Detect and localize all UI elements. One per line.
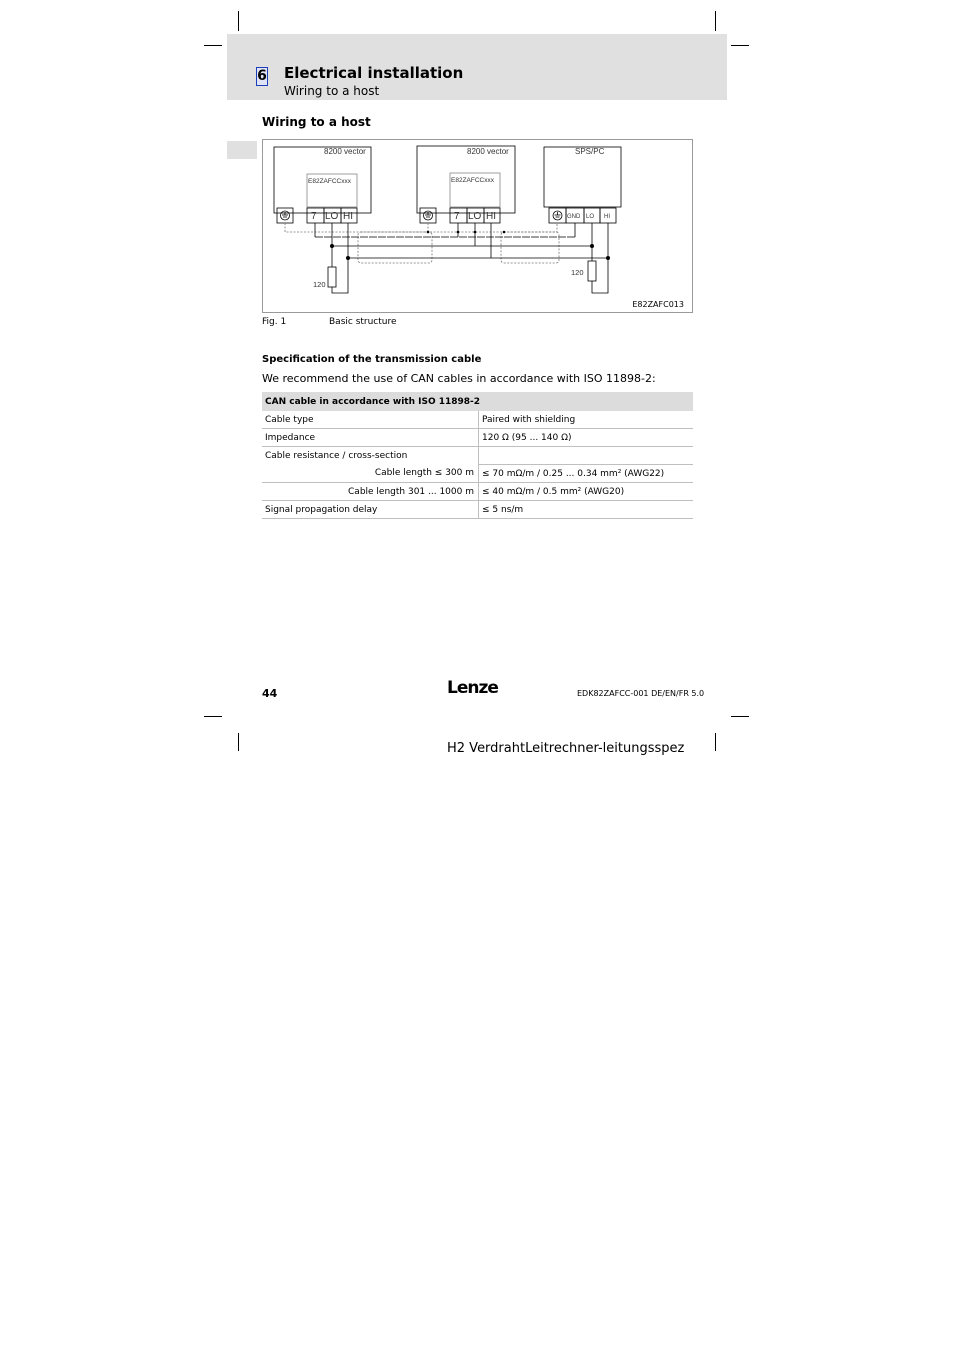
- crop-mark: [715, 733, 716, 751]
- row-label: Cable length 301 ... 1000 m: [262, 483, 479, 501]
- left-resistor-value: 120: [313, 280, 326, 289]
- device1-terminal-lo-label: LO: [325, 211, 339, 222]
- section-title: Wiring to a host: [262, 115, 371, 129]
- right-resistor-value: 120: [571, 268, 584, 277]
- device1-label: 8200 vector: [324, 147, 366, 156]
- host-terminal-gnd-label: GND: [567, 214, 581, 220]
- device1-ground-terminal: [277, 208, 293, 223]
- right-terminator-resistor: [588, 261, 596, 281]
- row-value: [479, 447, 694, 465]
- left-terminator-resistor: [328, 267, 336, 287]
- chapter-subtitle: Wiring to a host: [284, 84, 380, 98]
- table-row: [262, 501, 693, 519]
- host-terminal-lo-label: LO: [586, 214, 595, 220]
- crop-mark: [238, 11, 239, 31]
- row-value: ≤ 70 mΩ/m / 0.25 ... 0.34 mm² (AWG22): [479, 465, 694, 483]
- host-ground-terminal: [549, 208, 566, 223]
- row-value: ≤ 5 ns/m: [479, 501, 694, 519]
- row-label: Cable resistance / cross-section: [262, 447, 479, 465]
- device1-terminal-hi-label: HI: [343, 211, 353, 222]
- table-header: CAN cable in accordance with ISO 11898-2: [262, 392, 693, 411]
- lenze-logo: Lenze: [447, 678, 498, 698]
- spec-intro: We recommend the use of CAN cables in accordance with ISO 11898-2:: [262, 372, 656, 385]
- device1-terminal-7-label: 7: [311, 211, 317, 222]
- host-terminal-hi-label: HI: [604, 214, 610, 220]
- row-value: Paired with shielding: [479, 411, 694, 429]
- device2-label: 8200 vector: [467, 147, 509, 156]
- row-label: Impedance: [262, 429, 479, 447]
- spec-title: Specification of the transmission cable: [262, 354, 482, 365]
- chapter-number[interactable]: 6: [257, 68, 267, 84]
- crop-mark: [715, 11, 716, 31]
- chapter-title: Electrical installation: [284, 64, 464, 82]
- row-label: Cable length ≤ 300 m: [262, 465, 479, 483]
- device2-ground-terminal: [420, 208, 436, 223]
- page-number: 44: [262, 687, 278, 700]
- row-value: 120 Ω (95 ... 140 Ω): [479, 429, 694, 447]
- row-label: Cable type: [262, 411, 479, 429]
- host-box: [544, 147, 621, 207]
- document-id: EDK82ZAFCC-001 DE/EN/FR 5.0: [577, 689, 705, 698]
- crop-mark: [731, 716, 749, 717]
- table-row: [262, 447, 693, 465]
- device1-module-label: E82ZAFCCxxx: [308, 178, 351, 185]
- figure-caption-text: Basic structure: [329, 317, 397, 327]
- crop-mark: [238, 733, 239, 751]
- device2-terminal-7-label: 7: [454, 211, 460, 222]
- row-label: Signal propagation delay: [262, 501, 479, 519]
- table-row: [262, 465, 693, 483]
- table-row: [262, 411, 693, 429]
- crop-mark: [204, 45, 222, 46]
- host-label: SPS/PC: [575, 147, 605, 156]
- crop-mark: [731, 45, 749, 46]
- device2-terminal-lo-label: LO: [468, 211, 482, 222]
- row-value: ≤ 40 mΩ/m / 0.5 mm² (AWG20): [479, 483, 694, 501]
- crop-mark: [204, 716, 222, 717]
- device2-terminal-hi-label: HI: [486, 211, 496, 222]
- wiring-diagram: [262, 139, 693, 313]
- figure-caption-number: Fig. 1: [262, 317, 287, 327]
- table-row: [262, 483, 693, 501]
- side-tab-marker: [227, 141, 257, 159]
- table-row: [262, 429, 693, 447]
- bottom-label: H2 VerdrahtLeitrechner-leitungsspez: [447, 741, 685, 756]
- figure-code: E82ZAFC013: [632, 300, 684, 309]
- cable-spec-table: [262, 392, 693, 519]
- device2-module-label: E82ZAFCCxxx: [451, 177, 494, 184]
- wiring-diagram-svg: [263, 140, 694, 314]
